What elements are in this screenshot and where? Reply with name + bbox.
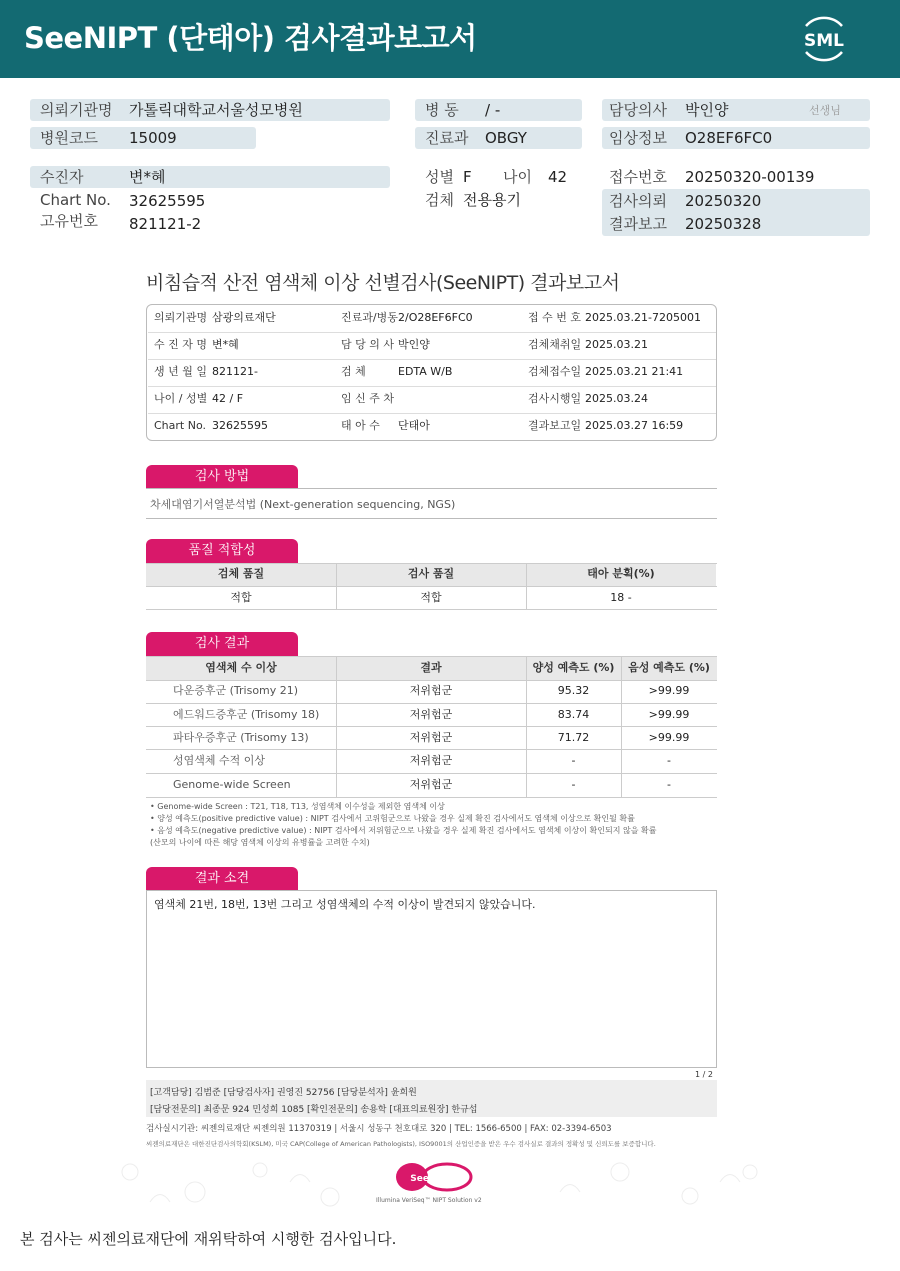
request-date-value: 20250320 (685, 192, 762, 210)
method-top-line (146, 488, 717, 489)
seenipt-logo-icon (392, 1160, 474, 1194)
results-row-3-name: 파타우증후군 (Trisomy 13) (173, 731, 309, 744)
footnote-4: (산모의 나이에 따른 해당 염색체 이상의 유병률을 고려한 수치) (150, 838, 370, 847)
request-date-label: 검사의뢰 (609, 192, 667, 210)
pt-r5-v3: 2025.03.27 16:59 (585, 419, 684, 432)
results-row-2-ppv: 83.74 (557, 708, 590, 721)
patient-label: 수진자 (40, 168, 84, 186)
findings-tab: 결과 소견 (146, 867, 298, 891)
results-header-ppv: 양성 예측도 (%) (526, 656, 621, 680)
results-row-3-npv: >99.99 (648, 731, 690, 744)
pt-r5-v2: 단태아 (398, 419, 430, 432)
specimen-label: 검체 (425, 191, 454, 209)
results-divider (621, 656, 622, 797)
institution-value: 가톨릭대학교서울성모병원 (129, 101, 303, 119)
age-value: 42 (548, 168, 568, 186)
findings-box (146, 890, 717, 1068)
results-row-1-name: 다운증후군 (Trisomy 21) (173, 684, 299, 697)
page-number: 1 / 2 (695, 1070, 713, 1079)
pt-r3-v1: 821121- (212, 365, 258, 378)
quality-line (146, 609, 717, 610)
ward-label: 병 동 (425, 101, 459, 119)
results-row-5-npv: - (667, 778, 671, 791)
unique-no-value: 821121-2 (129, 215, 202, 233)
results-row-4-result: 저위험군 (409, 754, 453, 767)
results-row-3-result: 저위험군 (409, 731, 453, 744)
doc-title: 비침습적 산전 염색체 이상 선별검사(SeeNIPT) 결과보고서 (146, 272, 620, 294)
pt-r5-v1: 32625595 (212, 419, 268, 432)
signature-line-1: [고객담당] 김범준 [담당검사자] 권영진 52756 [담당분석자] 윤희원 (150, 1088, 417, 1098)
footnote-2: • 양성 예측도(positive predictive value) : NIPT 검사에서 고위험군으로 나왔을 경우 실제 확진 검사에서도 염색체 이상으로 확인될 확률 (150, 814, 635, 823)
report-title: SeeNIPT (단태아) 검사결과보고서 (24, 21, 477, 55)
quality-line (146, 563, 717, 564)
quality-divider (526, 563, 527, 610)
findings-text: 염색체 21번, 18번, 13번 그리고 성염색체의 수적 이상이 발견되지 않았습니다. (154, 898, 536, 911)
pt-r5-k3: 결과보고일 (528, 419, 582, 432)
pt-r5-k2: 태 아 수 (341, 419, 380, 432)
receipt-no-label: 접수번호 (609, 168, 667, 186)
footer-line-1: 검사실시기관: 씨젠의료재단 씨젠의원 11370319 | 서울시 성동구 천호대로 320 | TEL: 1566-6500 | FAX: 02-3394-6503 (146, 1124, 612, 1134)
pt-r1-k2: 진료과/병동 (341, 311, 398, 324)
age-label: 나이 (503, 168, 532, 186)
pt-r2-k1: 수 진 자 명 (154, 338, 207, 351)
bottom-note: 본 검사는 씨젠의료재단에 재위탁하여 시행한 검사입니다. (20, 1230, 397, 1248)
hospital-code-label: 병원코드 (40, 129, 98, 147)
unique-no-label: 고유번호 (40, 212, 98, 230)
footnote-3: • 음성 예측도(negative predictive value) : NIPT 검사에서 저위험군으로 나왔을 경우 실제 확진 검사에서도 염색체 이상이 확인되지 않을 확률 (150, 826, 657, 835)
results-tab: 검사 결과 (146, 632, 298, 656)
report-date-label: 결과보고 (609, 215, 667, 233)
pt-r3-v2: EDTA W/B (398, 365, 453, 378)
results-header-npv: 음성 예측도 (%) (621, 656, 717, 680)
results-row-4-npv: - (667, 754, 671, 767)
specimen-value: 전용용기 (463, 191, 521, 209)
results-row-2-result: 저위험군 (409, 708, 453, 721)
results-row-5-ppv: - (571, 778, 576, 791)
doctor-label: 담당의사 (609, 101, 667, 119)
quality-divider (336, 563, 337, 610)
quality-line (146, 586, 717, 587)
method-tab: 검사 방법 (146, 465, 298, 489)
signature-line-2: [담당전문의] 최종문 924 민성희 1085 [확인전문의] 송용학 [대표의료원장] 한규섭 (150, 1105, 478, 1115)
pt-r4-v1: 42 / F (212, 392, 244, 405)
results-line (146, 703, 717, 704)
pt-r4-k2: 임 신 주 차 (341, 392, 394, 405)
results-row-4-ppv: - (571, 754, 576, 767)
pt-r1-k1: 의뢰기관명 (154, 311, 208, 324)
chart-no-label: Chart No. (40, 191, 111, 209)
seenipt-logo-subtitle: Illumina VeriSeq™ NIPT Solution v2 (376, 1197, 482, 1204)
institution-label: 의뢰기관명 (40, 101, 113, 119)
footer-line-2: 씨젠의료재단은 대한진단검사의학회(KSLM), 미국 CAP(College of American Pathologists), ISO9001의 산업인증을 받은 우수 검사실로 결과의 정확성 및 신뢰도를 보증합니다. (146, 1140, 656, 1148)
results-header-result: 결과 (336, 656, 526, 680)
method-text: 차세대염기서열분석법 (Next-generation sequencing, NGS) (150, 498, 456, 511)
results-row-5-result: 저위험군 (409, 778, 453, 791)
pt-r3-k3: 검체접수일 (528, 365, 582, 378)
results-row-1-npv: >99.99 (648, 684, 690, 697)
doctor-value: 박인양 (685, 101, 729, 119)
results-divider (526, 656, 527, 797)
pt-r1-v2: 2/O28EF6FC0 (398, 311, 473, 324)
doctor-suffix: 선생님 (809, 104, 841, 117)
results-line (146, 656, 717, 657)
hospital-code-value: 15009 (129, 129, 177, 147)
pt-r2-k2: 담 당 의 사 (341, 338, 394, 351)
clinical-info-label: 임상정보 (609, 129, 667, 147)
sex-value: F (463, 168, 472, 186)
results-row-1-ppv: 95.32 (557, 684, 590, 697)
quality-tab: 품질 적합성 (146, 539, 298, 563)
results-line (146, 749, 717, 750)
results-divider (336, 656, 337, 797)
pt-r2-k3: 검체채취일 (528, 338, 582, 351)
results-line (146, 797, 717, 798)
chart-no-value: 32625595 (129, 192, 206, 210)
pt-r2-v3: 2025.03.21 (585, 338, 648, 351)
pt-r1-v1: 삼광의료재단 (212, 311, 276, 324)
pt-r3-k1: 생 년 월 일 (154, 365, 207, 378)
info-bar-patient (30, 166, 390, 188)
quality-value-test: 적합 (420, 591, 442, 604)
quality-header-specimen: 검체 품질 (146, 563, 336, 586)
pt-r1-k3: 접 수 번 호 (528, 311, 581, 324)
report-header (0, 0, 900, 78)
pt-r3-v3: 2025.03.21 21:41 (585, 365, 684, 378)
results-line (146, 726, 717, 727)
method-bottom-line (146, 518, 717, 519)
results-header-abnormality: 염색체 수 이상 (146, 656, 336, 680)
ward-value: / - (485, 101, 501, 119)
results-row-1-result: 저위험군 (409, 684, 453, 697)
seenipt-logo-text: See NIPT (410, 1174, 456, 1184)
quality-value-fraction: 18 - (610, 591, 632, 604)
quality-header-test: 검사 품질 (336, 563, 526, 586)
quality-header-fraction: 태아 분획(%) (526, 563, 716, 586)
pt-r4-v3: 2025.03.24 (585, 392, 648, 405)
department-label: 진료과 (425, 129, 469, 147)
results-line (146, 773, 717, 774)
patient-value: 변*혜 (129, 168, 166, 186)
footnote-1: • Genome-wide Screen : T21, T18, T13, 성염색체 이수성을 제외한 염색체 이상 (150, 802, 445, 811)
sml-logo-icon (796, 12, 852, 66)
pt-r4-k3: 검사시행일 (528, 392, 582, 405)
clinical-info-value: O28EF6FC0 (685, 129, 773, 147)
receipt-no-value: 20250320-00139 (685, 168, 815, 186)
pt-r3-k2: 검 체 (341, 365, 366, 378)
quality-value-specimen: 적합 (230, 591, 252, 604)
results-row-2-npv: >99.99 (648, 708, 690, 721)
pt-r4-k1: 나이 / 성별 (154, 392, 208, 405)
results-row-5-name: Genome-wide Screen (173, 778, 291, 791)
pt-r2-v2: 박인양 (398, 338, 430, 351)
results-row-3-ppv: 71.72 (557, 731, 590, 744)
results-row-4-name: 성염색체 수적 이상 (173, 754, 266, 767)
sml-logo-text: SML (804, 31, 844, 51)
sex-label: 성별 (425, 168, 454, 186)
results-row-2-name: 에드워드증후군 (Trisomy 18) (173, 708, 320, 721)
department-value: OBGY (485, 129, 527, 147)
report-date-value: 20250328 (685, 215, 762, 233)
pt-r2-v1: 변*혜 (212, 338, 239, 351)
results-line (146, 680, 717, 681)
pt-r1-v3: 2025.03.21-7205001 (585, 311, 701, 324)
pt-r5-k1: Chart No. (154, 419, 206, 432)
